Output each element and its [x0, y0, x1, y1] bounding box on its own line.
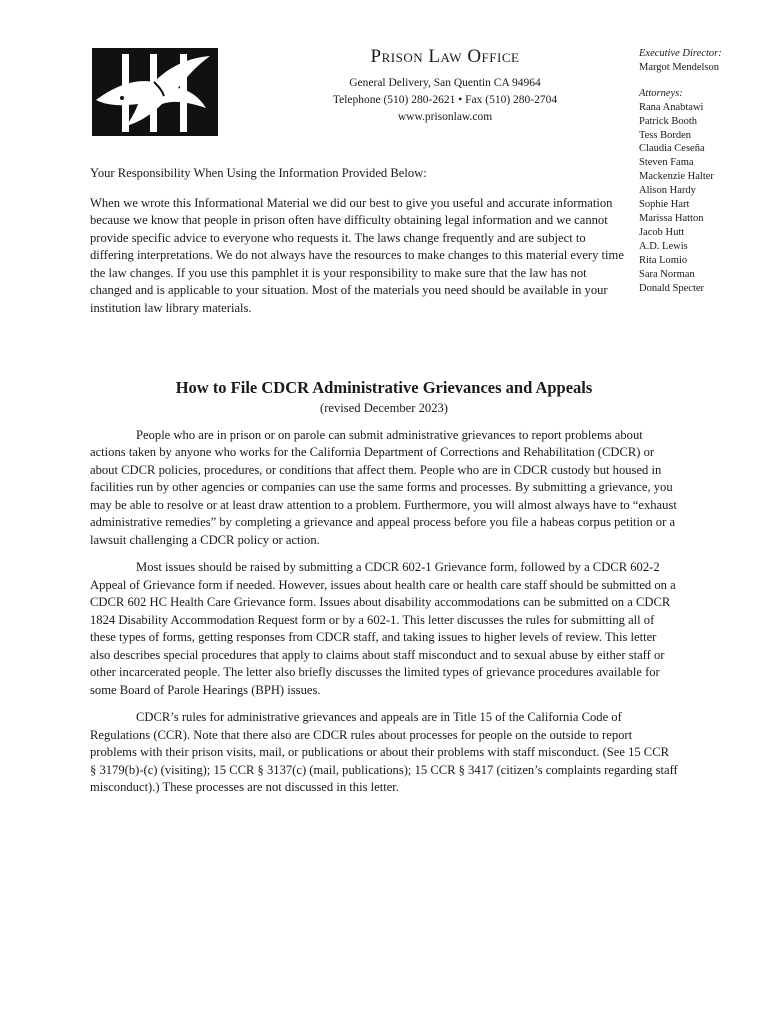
- org-name: Prison Law Office: [370, 46, 520, 67]
- staff-sidebar: [639, 47, 764, 295]
- attorney-name: Claudia Ceseña: [639, 143, 705, 155]
- attorney-name: Steven Fama: [639, 157, 694, 169]
- attorney-name: Tess Borden: [639, 129, 692, 141]
- attorney-name: Alison Hardy: [639, 185, 696, 197]
- article-paragraph: Most issues should be raised by submitting a CDCR 602-1 Grievance form, followed by a CDCR 602-2 Appeal of Grievance form if needed. However, issues about health care or health care staff should be submitted on a CDCR 602 HC Health Care Grievance form. Issues about disability accommodations can be submitted on a CDCR 1824 Disability Accommodation Request form or by a 602-1. This letter discusses the rules for submitting all of these types of forms, getting responses from CDCR staff, and taking issues to higher levels of review. This letter also describes special procedures that apply to claims about staff misconduct and to sexual abuse by either staff or other incarcerated people. The letter also briefly discusses the limited types of grievance procedures available for some Board of Parole Hearings (BPH) issues.: [90, 560, 676, 697]
- attorneys-label: Attorneys:: [639, 87, 683, 99]
- org-website: www.prisonlaw.com: [397, 111, 493, 123]
- attorney-name: Rita Lomio: [639, 254, 688, 266]
- article-subtitle: (revised December 2023): [320, 401, 448, 415]
- attorney-name: Sara Norman: [639, 268, 695, 280]
- org-phone-fax: Telephone (510) 280-2621 • Fax (510) 280-2704: [332, 94, 558, 106]
- attorney-name: Mackenzie Halter: [639, 171, 714, 183]
- article-title: How to File CDCR Administrative Grievances and Appeals: [175, 378, 593, 397]
- attorney-name: A.D. Lewis: [639, 240, 688, 252]
- attorney-name: Marissa Hatton: [639, 212, 704, 224]
- attorney-name: Jacob Hutt: [639, 226, 685, 238]
- disclaimer-section: [90, 165, 625, 317]
- disclaimer-heading: Your Responsibility When Using the Information Provided Below:: [90, 166, 427, 180]
- article-paragraph: People who are in prison or on parole can submit administrative grievances to report problems about actions taken by anyone who works for the California Department of Corrections and Rehabilitation (CDCR) or about CDCR policies, procedures, or conditions that affect them. People who are in CDCR custody but housed in facilities run by other agencies or companies can use the same forms and processes. By submitting a grievance, you may be able to resolve or at least draw attention to a problem. Furthermore, you will almost always have to “exhaust administrative remedies” by completing a grievance and appeal process before you file a habeas corpus petition or a lawsuit challenging a CDCR policy or action.: [90, 427, 677, 547]
- attorney-name: Sophie Hart: [639, 199, 690, 211]
- letterhead: [300, 46, 590, 126]
- attorney-name: Patrick Booth: [639, 115, 698, 127]
- org-address: General Delivery, San Quentin CA 94964: [349, 77, 541, 89]
- article-paragraph: CDCR’s rules for administrative grievances and appeals are in Title 15 of the California Code of Regulations (CCR). Note that there also are CDCR rules about processes for people on the outside to report problems with their prison visits, mail, or publications or about their problems with staff misconduct. (See 15 CCR § 3179(b)-(c) (visiting); 15 CCR § 3137(c) (mail, publications); 15 CCR § 3417 (citizen’s complaints regarding staff misconduct).) These processes are not discussed in this letter.: [90, 710, 678, 794]
- prison-law-office-logo: [92, 48, 218, 136]
- exec-director-label: Executive Director:: [639, 48, 722, 59]
- attorney-name: Donald Specter: [639, 282, 705, 294]
- article: [90, 377, 678, 807]
- exec-director-name: Margot Mendelson: [639, 61, 720, 73]
- attorney-name: Rana Anabtawi: [639, 101, 704, 113]
- disclaimer-body: When we wrote this Informational Material we did our best to give you useful and accurate information because we know that people in prison often have difficulty obtaining legal information and we cannot provide specific advice to everyone who requests it. The laws change frequently and are subject to differing interpretations. We do not always have the resources to make changes to this material every time the law changes. If you use this pamphlet it is your responsibility to make sure that the law has not changed and is applicable to your situation. Most of the materials you need should be available in your institution law library materials.: [90, 195, 624, 315]
